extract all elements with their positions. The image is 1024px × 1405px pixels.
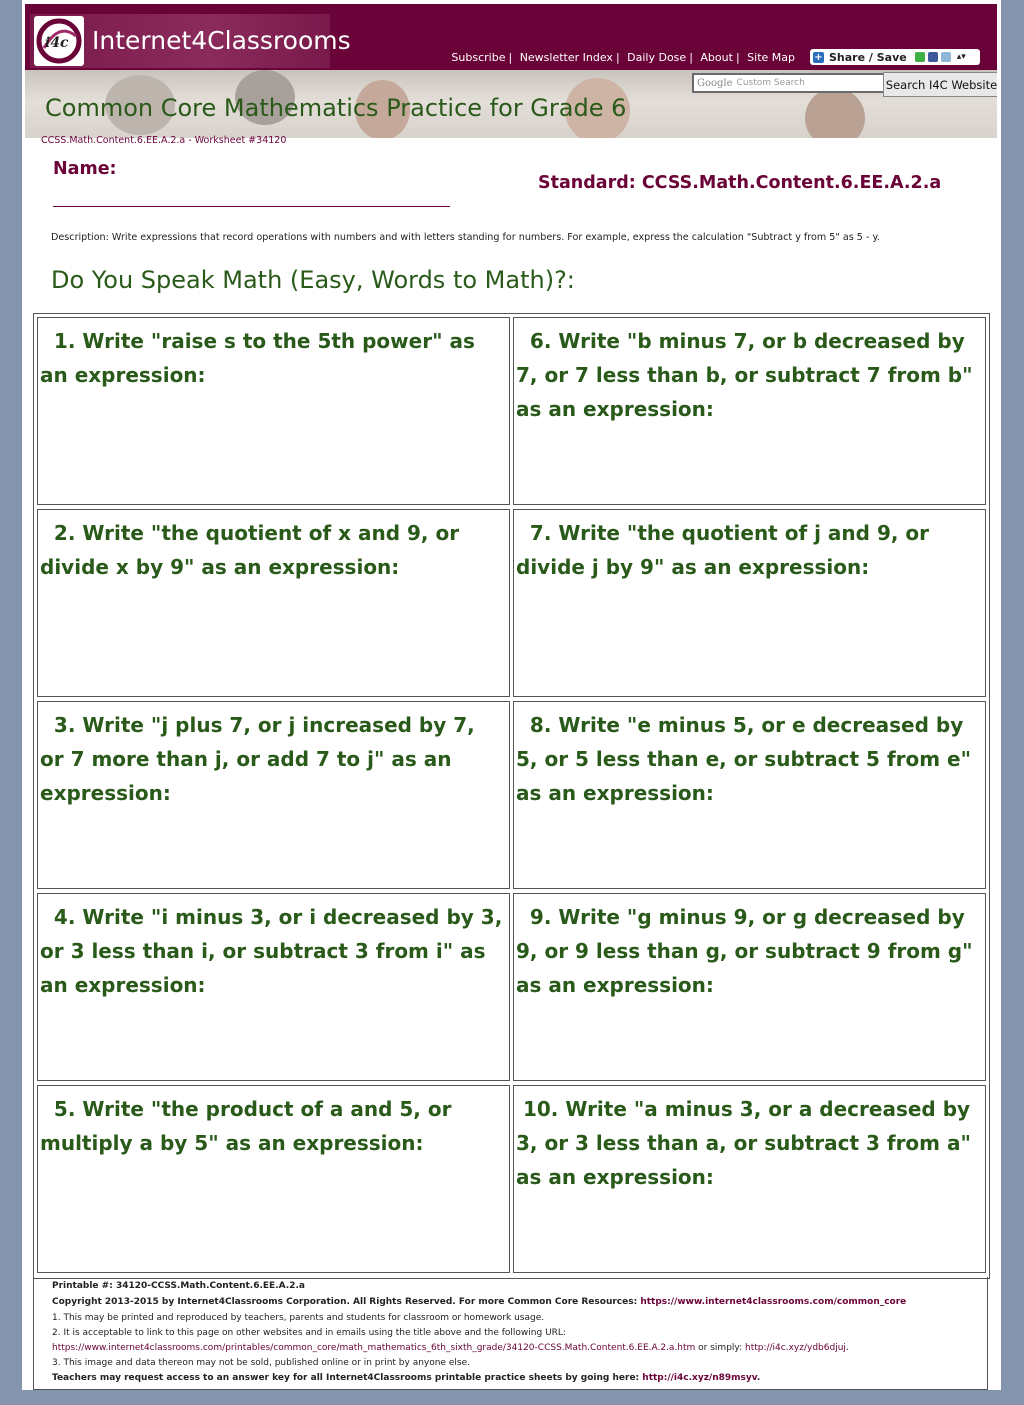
name-line <box>53 206 450 207</box>
note-3: 3. This image and data thereon may not be sold, published online or in print by anyone else. <box>52 1358 470 1368</box>
logo-badge-text: i4c <box>45 35 69 51</box>
plus-icon: + <box>814 51 823 63</box>
standard-label: Standard: CCSS.Math.Content.6.EE.A.2.a <box>538 173 942 193</box>
question-cell-4: 4. Write "i minus 3, or i decreased by 3, or 3 less than i, or subtract 3 from i" as an expression: <box>37 893 510 1081</box>
search-button[interactable]: Search I4C Website <box>883 72 997 97</box>
nav-about[interactable]: About <box>700 51 733 64</box>
url-end: . <box>845 1343 849 1353</box>
url-or-text: or simply: <box>695 1343 745 1353</box>
nav-daily-dose[interactable]: Daily Dose <box>627 51 687 64</box>
answer-key-link[interactable]: http://i4c.xyz/n89msyv <box>642 1373 757 1383</box>
name-label: Name: <box>53 159 117 179</box>
question-cell-2: 2. Write "the quotient of x and 9, or divide x by 9" as an expression: <box>37 509 510 697</box>
header-banner <box>25 70 997 138</box>
breadcrumb[interactable]: CCSS.Math.Content.6.EE.A.2.a - Worksheet #34120 <box>41 135 287 146</box>
worksheet-title: Do You Speak Math (Easy, Words to Math)?: <box>51 266 575 294</box>
question-cell-9: 9. Write "g minus 9, or g decreased by 9, or 9 less than g, or subtract 9 from g" as an expression: <box>513 893 986 1081</box>
header-bar <box>25 4 997 70</box>
answer-key-text: Teachers may request access to an answer key for all Internet4Classrooms printable practice sheets by going here: <box>52 1373 643 1383</box>
facebook-icon[interactable] <box>928 52 938 62</box>
copyright-text: Copyright 2013-2015 by Internet4Classrooms Corporation. All Rights Reserved. For more Common Core Resources: <box>52 1297 641 1307</box>
short-url-link[interactable]: http://i4c.xyz/ydb6djuj <box>744 1343 846 1353</box>
site-name: Internet4Classrooms <box>92 26 351 55</box>
long-url-link[interactable]: https://www.internet4classrooms.com/printables/common_core/math_mathematics_6th_sixth_grade/34120-CCSS.Math.Content.6.EE.A.2.a.htm <box>52 1343 696 1353</box>
common-core-link[interactable]: https://www.internet4classrooms.com/common_core <box>640 1297 907 1307</box>
answer-key <box>52 1373 760 1383</box>
share-save-button[interactable] <box>810 49 980 65</box>
site-logo[interactable] <box>30 14 351 68</box>
question-cell-6: 6. Write "b minus 7, or b decreased by 7, or 7 less than b, or subtract 7 from b" as an expression: <box>513 317 986 505</box>
question-cell-3: 3. Write "j plus 7, or j increased by 7, or 7 more than j, or add 7 to j" as an expression: <box>37 701 510 889</box>
question-cell-7: 7. Write "the quotient of j and 9, or divide j by 9" as an expression: <box>513 509 986 697</box>
google-label: Google <box>697 77 733 89</box>
question-cell-5: 5. Write "the product of a and 5, or multiply a by 5" as an expression: <box>37 1085 510 1273</box>
nav-site-map[interactable]: Site Map <box>747 51 795 64</box>
answer-key-end: . <box>756 1373 761 1383</box>
share-label: Share / Save <box>829 50 907 64</box>
description: Description: Write expressions that record operations with numbers and with letters standing for numbers. For example, express the calculation "Subtract y from 5" as 5 - y. <box>51 232 880 243</box>
printable-number: Printable #: 34120-CCSS.Math.Content.6.EE.A.2.a <box>52 1281 305 1291</box>
page-title: Common Core Mathematics Practice for Grade 6 <box>45 94 627 122</box>
twitter-icon[interactable] <box>941 52 951 62</box>
copyright <box>52 1297 906 1307</box>
top-nav: Subscribe | Newsletter Index | Daily Dose | About | Site Map <box>451 51 795 64</box>
search-placeholder: Custom Search <box>736 78 805 88</box>
footer <box>33 1277 988 1390</box>
banner-photo-5 <box>805 88 865 138</box>
url-line <box>52 1343 849 1353</box>
page <box>22 0 1001 1390</box>
question-cell-10: 10. Write "a minus 3, or a decreased by 3, or 3 less than a, or subtract 3 from a" as an expression: <box>513 1085 986 1273</box>
note-1: 1. This may be printed and reproduced by teachers, parents and students for classroom or homework usage. <box>52 1313 545 1323</box>
nav-newsletter-index[interactable]: Newsletter Index <box>519 51 613 64</box>
i4c-logo-icon <box>34 16 84 66</box>
note-2: 2. It is acceptable to link to this page on other websites and in emails using the title above and the following URL: <box>52 1328 566 1338</box>
email-share-icon[interactable] <box>915 52 925 62</box>
question-cell-8: 8. Write "e minus 5, or e decreased by 5, or 5 less than e, or subtract 5 from e" as an expression: <box>513 701 986 889</box>
question-grid <box>33 313 990 1279</box>
question-cell-1: 1. Write "raise s to the 5th power" as an expression: <box>37 317 510 505</box>
chevron-updown-icon[interactable]: ▴▾ <box>956 52 966 62</box>
search-input[interactable] <box>692 73 885 93</box>
nav-subscribe[interactable]: Subscribe <box>451 51 506 64</box>
